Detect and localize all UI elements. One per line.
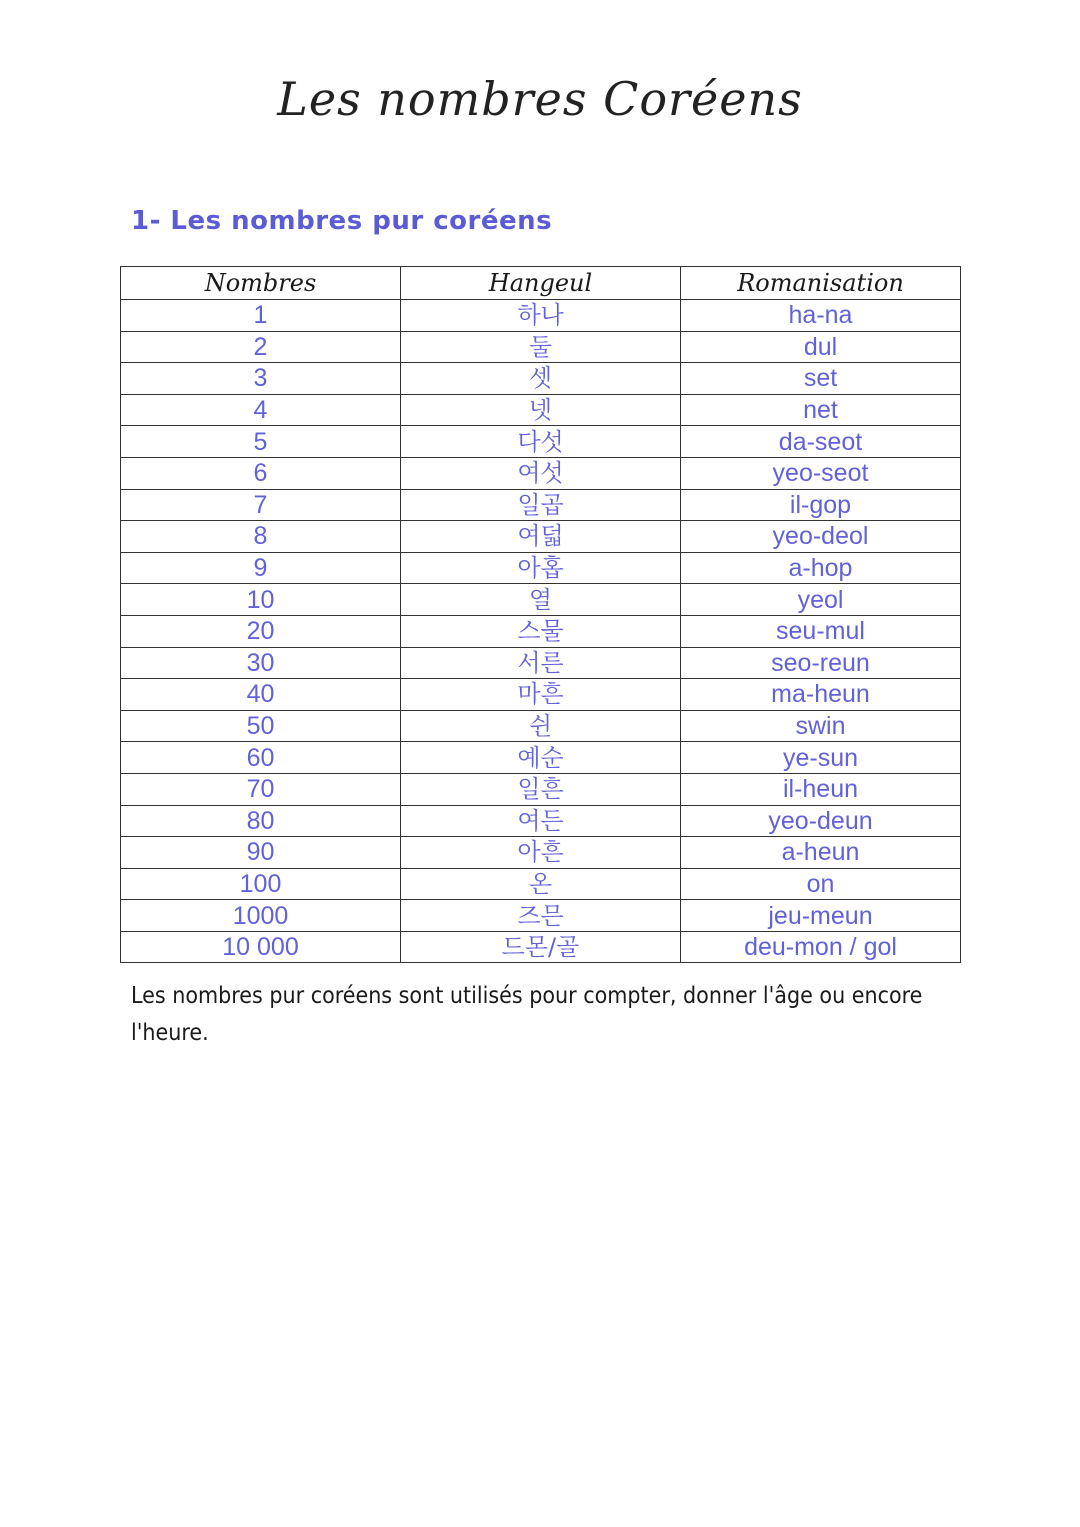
cell-hangeul: 열 [401,584,681,616]
table-row [121,584,961,616]
cell-hangeul: 서른 [401,647,681,679]
cell-romanization: set [681,363,961,395]
cell-number: 70 [121,773,401,805]
cell-romanization: seu-mul [681,615,961,647]
cell-hangeul: 즈믄 [401,900,681,932]
cell-romanization: net [681,394,961,426]
cell-romanization: ye-sun [681,742,961,774]
table-row [121,489,961,521]
cell-number: 10 000 [121,931,401,963]
cell-hangeul: 드몬/골 [401,931,681,963]
cell-hangeul: 아홉 [401,552,681,584]
cell-number: 90 [121,837,401,869]
cell-hangeul: 일곱 [401,489,681,521]
cell-romanization: yeo-deol [681,521,961,553]
cell-hangeul: 여든 [401,805,681,837]
column-header-romanization: Romanisation [681,267,961,300]
table-row [121,742,961,774]
cell-hangeul: 넷 [401,394,681,426]
cell-hangeul: 둘 [401,331,681,363]
table-row [121,331,961,363]
cell-number: 3 [121,363,401,395]
cell-number: 8 [121,521,401,553]
cell-number: 2 [121,331,401,363]
cell-number: 9 [121,552,401,584]
cell-hangeul: 하나 [401,300,681,332]
table-row [121,805,961,837]
cell-romanization: ma-heun [681,679,961,711]
cell-romanization: yeo-deun [681,805,961,837]
page-title: Les nombres Coréens [277,72,803,126]
cell-romanization: il-gop [681,489,961,521]
cell-romanization: on [681,868,961,900]
cell-number: 30 [121,647,401,679]
table-row [121,300,961,332]
table-row [121,426,961,458]
table-row [121,837,961,869]
table-row [121,773,961,805]
table-row [121,679,961,711]
cell-number: 6 [121,457,401,489]
numbers-table [120,266,961,963]
table-row [121,710,961,742]
table-row [121,521,961,553]
cell-romanization: seo-reun [681,647,961,679]
column-header-hangeul: Hangeul [401,267,681,300]
cell-hangeul: 여덟 [401,521,681,553]
cell-hangeul: 마흔 [401,679,681,711]
cell-number: 50 [121,710,401,742]
cell-number: 4 [121,394,401,426]
table-row [121,552,961,584]
cell-romanization: swin [681,710,961,742]
cell-romanization: yeol [681,584,961,616]
cell-number: 80 [121,805,401,837]
cell-hangeul: 쉰 [401,710,681,742]
table-row [121,615,961,647]
cell-hangeul: 온 [401,868,681,900]
cell-number: 7 [121,489,401,521]
cell-hangeul: 아흔 [401,837,681,869]
cell-number: 1000 [121,900,401,932]
table-row [121,868,961,900]
cell-hangeul: 다섯 [401,426,681,458]
footnote-text: Les nombres pur coréens sont utilisés pour compter, donner l'âge ou encore l'heure. [131,983,923,1046]
cell-number: 5 [121,426,401,458]
cell-romanization: yeo-seot [681,457,961,489]
section-title: 1- Les nombres pur coréens [131,206,553,236]
cell-number: 40 [121,679,401,711]
table-row [121,394,961,426]
cell-romanization: da-seot [681,426,961,458]
cell-hangeul: 예순 [401,742,681,774]
table-row [121,900,961,932]
cell-romanization: deu-mon / gol [681,931,961,963]
cell-romanization: jeu-meun [681,900,961,932]
cell-hangeul: 여섯 [401,457,681,489]
cell-hangeul: 셋 [401,363,681,395]
cell-number: 1 [121,300,401,332]
column-header-numbers: Nombres [121,267,401,300]
cell-number: 10 [121,584,401,616]
table-row [121,457,961,489]
cell-number: 20 [121,615,401,647]
cell-romanization: a-heun [681,837,961,869]
cell-romanization: ha-na [681,300,961,332]
cell-hangeul: 스물 [401,615,681,647]
cell-romanization: il-heun [681,773,961,805]
cell-romanization: a-hop [681,552,961,584]
table-row [121,363,961,395]
cell-number: 60 [121,742,401,774]
cell-number: 100 [121,868,401,900]
cell-romanization: dul [681,331,961,363]
cell-hangeul: 일흔 [401,773,681,805]
table-row [121,647,961,679]
table-row [121,931,961,963]
table-header-row [121,267,961,300]
